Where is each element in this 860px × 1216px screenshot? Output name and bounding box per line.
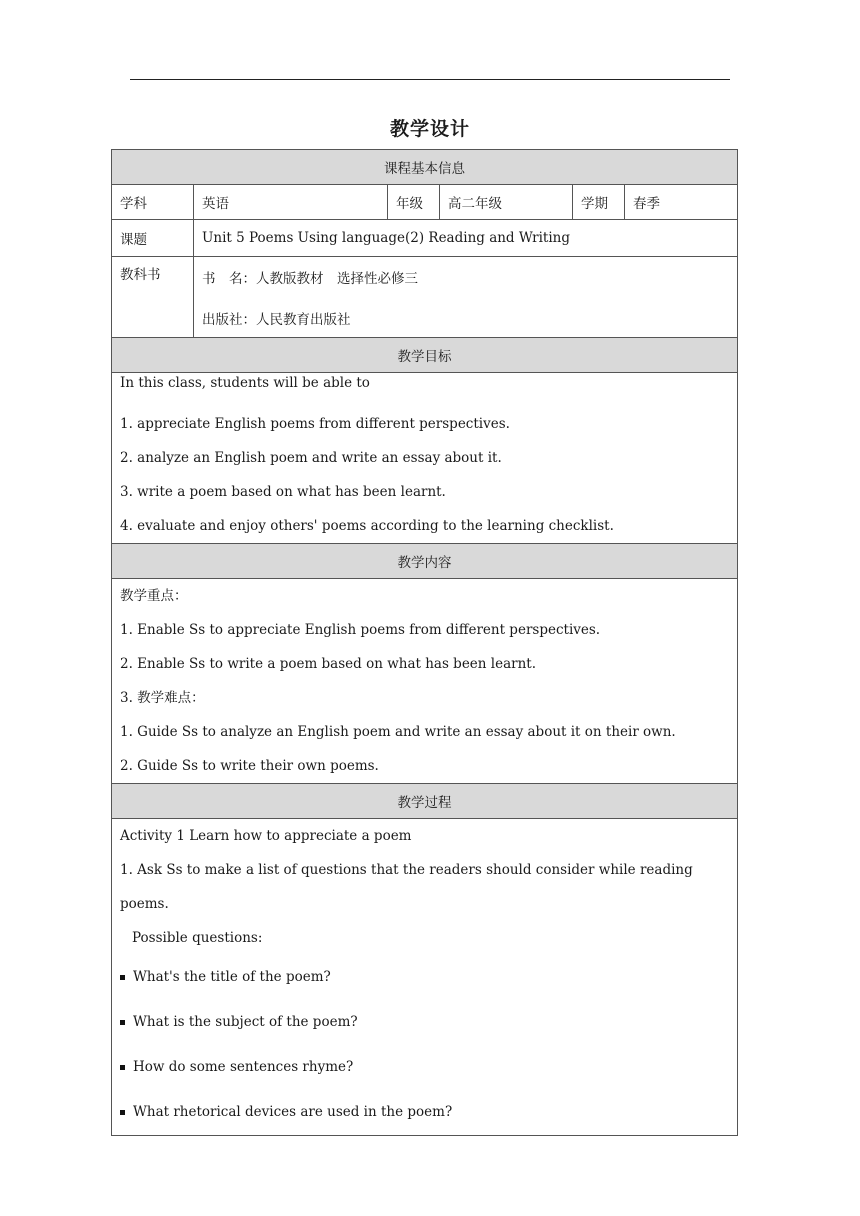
content-item: 1. Enable Ss to appreciate English poems from different perspectives. (120, 622, 601, 638)
bullet-square-icon (120, 1065, 125, 1070)
objective-intro: In this class, students will be able to (120, 375, 370, 391)
subject-label: 学科 (112, 185, 194, 220)
content-item: 2. Guide Ss to write their own poems. (120, 758, 379, 774)
bullet-square-icon (120, 1110, 125, 1115)
key-points-heading: 教学重点： (120, 588, 188, 604)
term-value: 春季 (625, 185, 738, 220)
process-step: 1. Ask Ss to make a list of questions that the readers should consider while reading poems. (120, 862, 693, 912)
topic-label: 课题 (112, 220, 194, 257)
objectives-content (112, 373, 738, 544)
header-rule (130, 79, 730, 80)
content-header: 教学内容 (112, 544, 738, 579)
difficult-points-heading: 3. 教学难点： (120, 690, 205, 706)
content-item: 1. Guide Ss to analyze an English poem and write an essay about it on their own. (120, 724, 676, 740)
grade-value: 高二年级 (440, 185, 573, 220)
objective-item: 4. evaluate and enjoy others' poems according to the learning checklist. (120, 518, 614, 534)
bullet-square-icon (120, 1020, 125, 1025)
question-item: What rhetorical devices are used in the poem? (120, 1090, 729, 1135)
bullet-square-icon (120, 975, 125, 980)
question-item: What is the subject of the poem? (120, 1000, 729, 1045)
grade-label: 年级 (388, 185, 440, 220)
textbook-label (112, 257, 194, 338)
lesson-plan-table (111, 149, 738, 1136)
basic-info-header: 课程基本信息 (112, 150, 738, 185)
textbook-info (194, 257, 738, 338)
process-header: 教学过程 (112, 784, 738, 819)
question-item: What's the title of the poem? (120, 955, 729, 1000)
objective-item: 2. analyze an English poem and write an essay about it. (120, 450, 502, 466)
topic-value: Unit 5 Poems Using language(2) Reading and Writing (194, 220, 738, 257)
textbook-name: 书 名：人教版教材 选择性必修三 (202, 271, 418, 287)
activity-title: Activity 1 Learn how to appreciate a poem (120, 828, 412, 844)
objective-item: 1. appreciate English poems from different perspectives. (120, 416, 510, 432)
textbook-publisher: 出版社：人民教育出版社 (202, 312, 351, 328)
possible-questions-label: Possible questions: (132, 930, 263, 946)
document-title: 教学设计 (389, 118, 470, 140)
subject-value: 英语 (194, 185, 388, 220)
objectives-header: 教学目标 (112, 338, 738, 373)
textbook-label-text: 教科书 (120, 267, 161, 283)
question-item: How do some sentences rhyme? (120, 1045, 729, 1090)
content-body (112, 579, 738, 784)
process-body (112, 819, 738, 1136)
term-label: 学期 (573, 185, 625, 220)
content-item: 2. Enable Ss to write a poem based on what has been learnt. (120, 656, 537, 672)
objective-item: 3. write a poem based on what has been learnt. (120, 484, 446, 500)
